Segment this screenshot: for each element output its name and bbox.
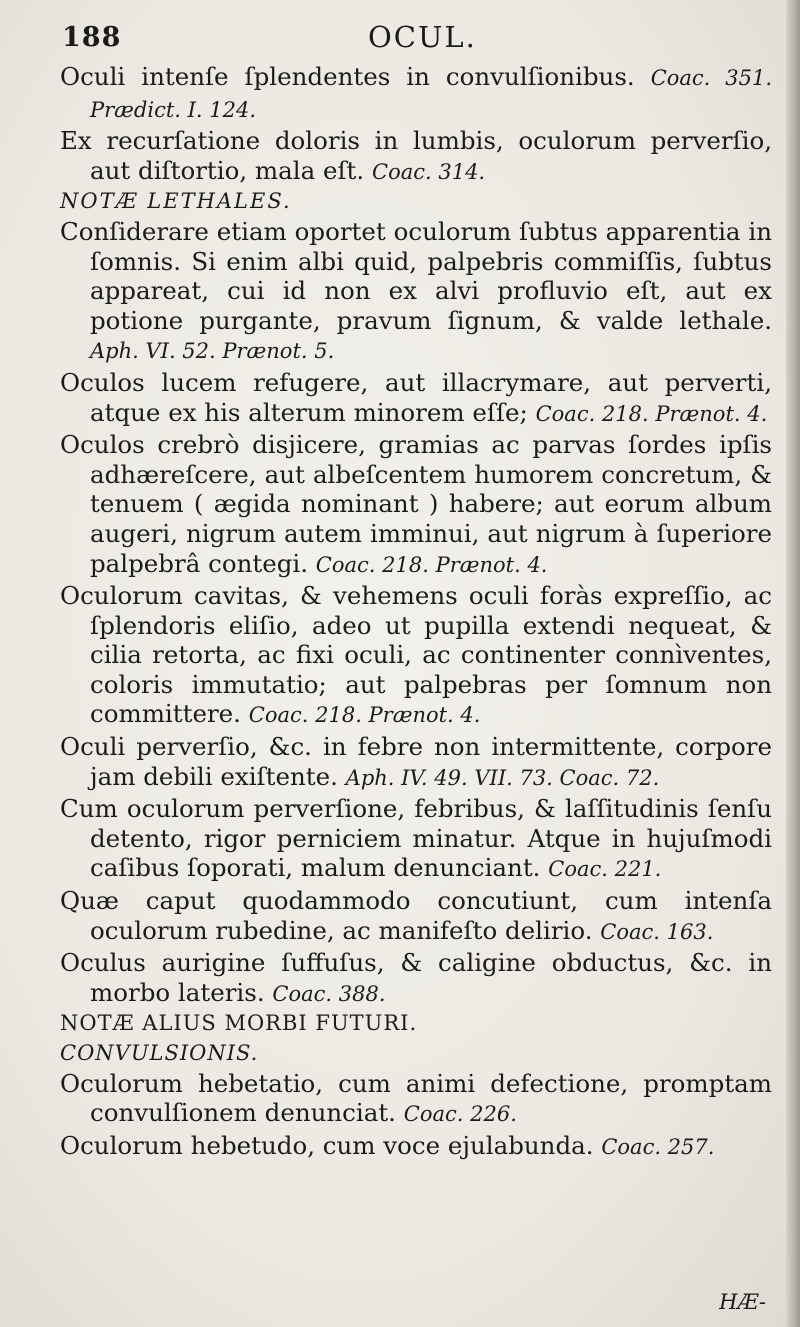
catchword: HÆ- [719,1290,766,1314]
reference: Coac. 218. Prænot. 4. [248,703,481,728]
entry: Conſiderare etiam oportet oculorum ſubtus apparentia in ſomnis. Si enim albi quid, palpebris commiſſis, ſubtus appareat, cui id non ex alvi profluvio eſt, aut ex potione purgante, pravum ſignum, & valde lethale. Aph. VI. 52. Prænot. 5. [60,216,772,364]
reference: Coac. 163. [600,919,714,944]
entry: Oculorum cavitas, & vehemens oculi foràs expreſſio, ac ſplendoris eliſio, adeo ut pupilla extendi nequeat, & cilia retorta, ac fixi oculi, ac continenter connìventes, coloris immutatio; aut palpebras per ſomnum non committere. Coac. 218. Prænot. 4. [60,581,772,729]
entry: Quæ caput quodammodo concutiunt, cum intenſa oculorum rubedine, ac manifeſto delirio. Coac. 163. [60,886,772,945]
reference: Coac. 351. Prædict. I. 124. [90,66,772,122]
reference: Coac. 314. [372,159,486,184]
entry: Oculorum hebetatio, cum animi defectione, promptam convulſionem denunciat. Coac. 226. [60,1068,772,1128]
section-heading: NOTÆ LETHALES. [60,189,292,214]
entry: Oculorum hebetudo, cum voce ejulabunda. Coac. 257. [60,1130,715,1160]
page-number: 188 [62,22,122,53]
entry: Cum oculorum perverſione, febribus, & laſſitudinis ſenſu detento, rigor perniciem minatur. Atque in hujuſmodi caſibus ſoporati, malum denunciant. Coac. 221. [60,794,772,883]
entry: Oculos lucem refugere, aut illacrymare, aut perverti, atque ex his alterum minorem eſſe; Coac. 218. Prænot. 4. [60,367,772,427]
reference: Aph. VI. 52. Prænot. 5. [90,339,335,364]
page-header [60,14,760,58]
text-block [60,62,772,1162]
reference: Coac. 221. [548,857,662,882]
reference: Coac. 218. Prænot. 4. [535,401,768,426]
reference: Coac. 226. [403,1102,517,1127]
page-edge-shadow [786,0,800,1327]
reference: Coac. 218. Prænot. 4. [315,552,548,577]
reference: Coac. 257. [601,1134,715,1159]
entry: Oculus aurigine ſuffuſus, & caligine obductus, &c. in morbo lateris. Coac. 388. [60,948,772,1007]
entry: Ex recurſatione doloris in lumbis, oculorum perverſio, aut diſtortio, mala eſt. Coac. 314. [60,126,772,185]
section-subheading: CONVULSIONIS. [60,1041,259,1065]
section-heading: NOTÆ ALIUS MORBI FUTURI. [60,1011,418,1036]
reference: Aph. IV. 49. VII. 73. Coac. 72. [345,765,660,790]
entry: Oculi intenſe ſplendentes in convulſionibus. Coac. 351. Prædict. I. 124. [60,62,772,122]
running-head: OCUL. [368,20,477,54]
reference: Coac. 388. [272,981,386,1006]
entry: Oculos crebrò disjicere, gramias ac parvas ſordes ipſis adhæreſcere, aut albeſcentem humorem concretum, & tenuem ( ægida nominant ) habere; aut eorum album augeri, nigrum autem imminui, aut nigrum à ſuperiore palpebrâ contegi. Coac. 218. Prænot. 4. [60,430,772,578]
entry: Oculi perverſio, &c. in febre non intermittente, corpore jam debili exiſtente. Aph. IV. 49. VII. 73. Coac. 72. [60,732,772,791]
